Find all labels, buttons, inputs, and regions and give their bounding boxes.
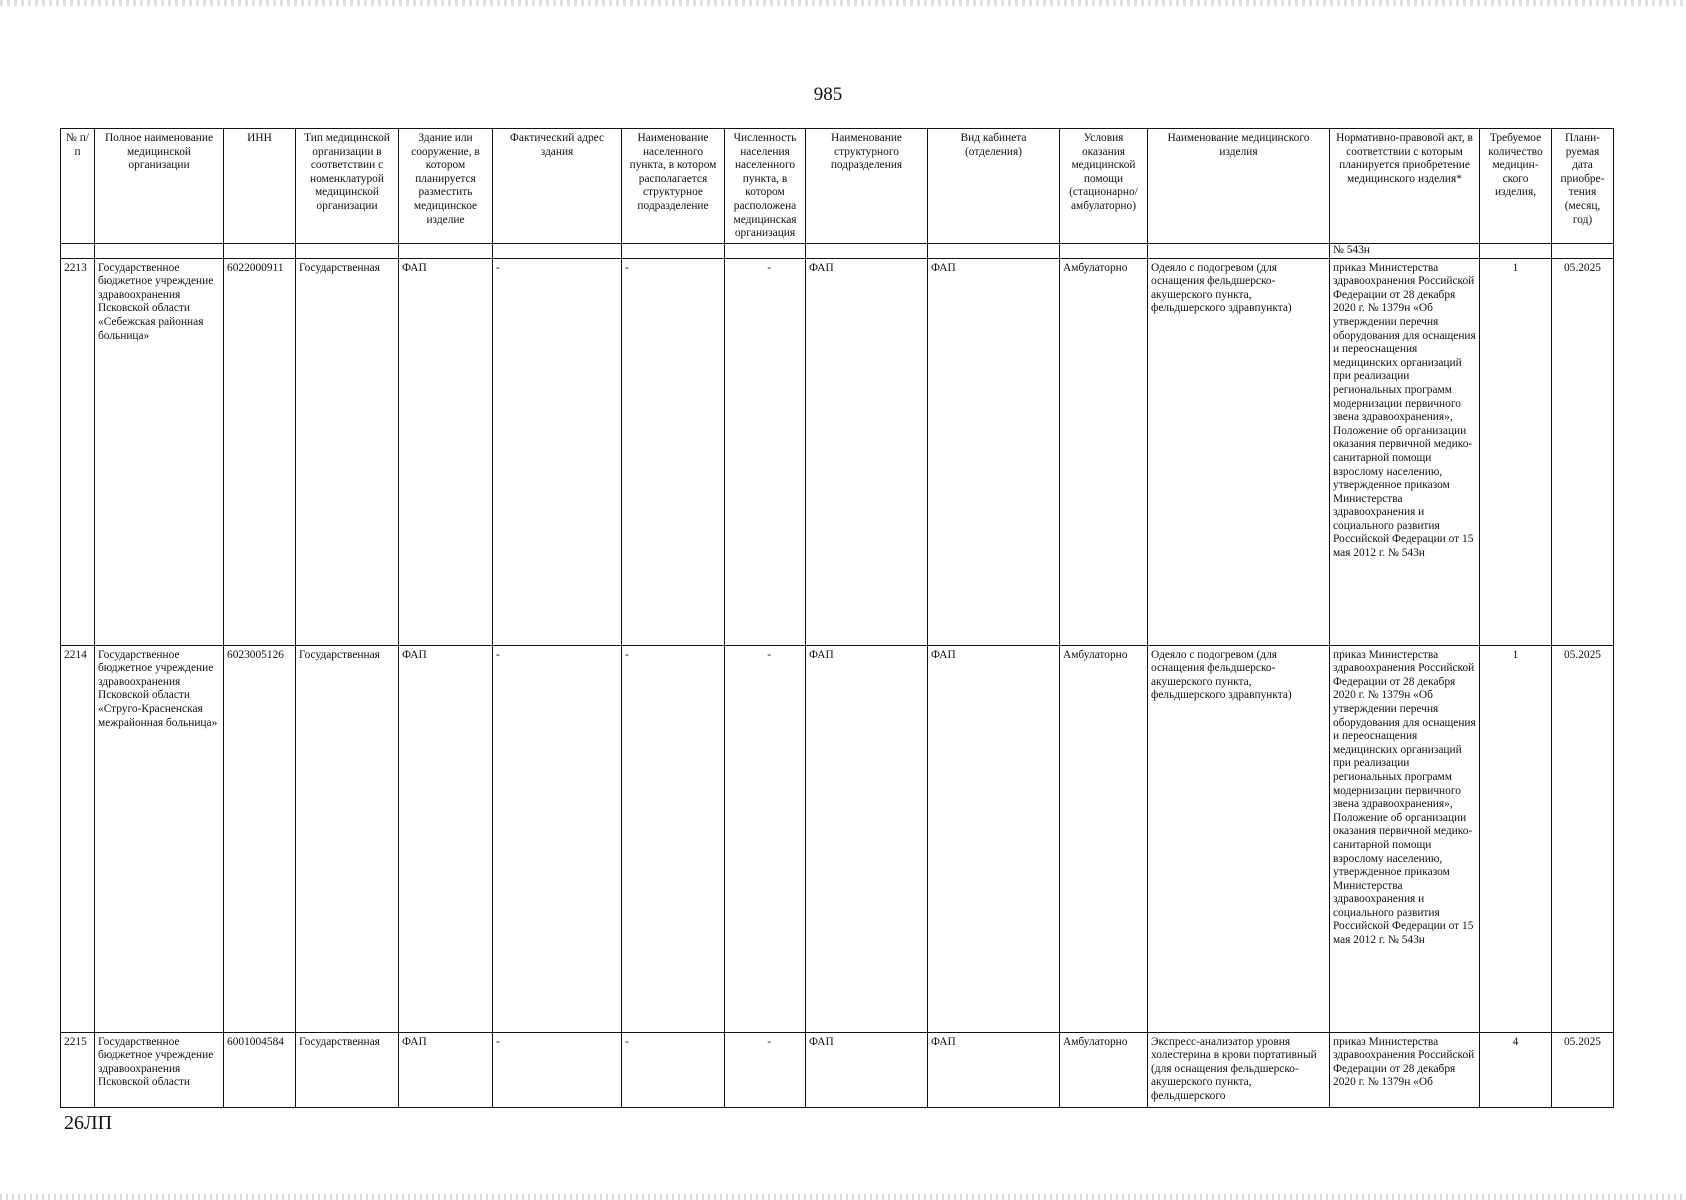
cell-cabinet: ФАП	[928, 645, 1060, 1032]
footer-code: 26ЛП	[64, 1112, 113, 1134]
header-address: Фактический адрес здания	[493, 129, 622, 244]
cell-conditions: Амбулаторно	[1060, 258, 1148, 645]
cell-device: Одеяло с подогревом (для оснащения фельдшерско-акушерского пункта, фельдшерского здравпункта)	[1148, 258, 1330, 645]
cell-date: 05.2025	[1552, 258, 1614, 645]
cell-org: Государственное бюджетное учреждение здравоохранения Псковской области «Себежская районная больница»	[95, 258, 224, 645]
header-building: Здание или сооружение, в котором планируется разместить медицинское изделие	[399, 129, 493, 244]
cell-type: Государственная	[296, 258, 399, 645]
cell-population: -	[725, 1032, 806, 1107]
header-locality: Наименование населенного пункта, в котором располагается структурное подразделение	[622, 129, 725, 244]
cell-address: -	[493, 1032, 622, 1107]
table-row	[61, 258, 1614, 645]
cell-locality: -	[622, 258, 725, 645]
header-date: Плани-руемая дата приобре-тения (месяц, год)	[1552, 129, 1614, 244]
header-device: Наименование медицинского изделия	[1148, 129, 1330, 244]
scan-edge-top	[0, 0, 1686, 6]
header-act: Нормативно-правовой акт, в соответствии с которым планируется приобретение медицинского изделия*	[1330, 129, 1480, 244]
cell-qty: 1	[1480, 645, 1552, 1032]
cell-type: Государственная	[296, 645, 399, 1032]
cell-inn: 6023005126	[224, 645, 296, 1032]
continuation-act: № 543н	[1330, 244, 1480, 259]
header-num: № п/п	[61, 129, 95, 244]
cell-locality: -	[622, 1032, 725, 1107]
cell-address: -	[493, 645, 622, 1032]
cell-num: 2215	[61, 1032, 95, 1107]
header-inn: ИНН	[224, 129, 296, 244]
cell-org: Государственное бюджетное учреждение здравоохранения Псковской области	[95, 1032, 224, 1107]
cell-act: приказ Министерства здравоохранения Российской Федерации от 28 декабря 2020 г. № 1379н «Об	[1330, 1032, 1480, 1107]
cell-conditions: Амбулаторно	[1060, 1032, 1148, 1107]
cell-num: 2213	[61, 258, 95, 645]
continuation-row	[61, 244, 1614, 259]
cell-inn: 6022000911	[224, 258, 296, 645]
header-population: Численность населения населенного пункта, в котором расположена медицинская организация	[725, 129, 806, 244]
cell-act: приказ Министерства здравоохранения Российской Федерации от 28 декабря 2020 г. № 1379н «Об утверждении перечня оборудования для оснащения и переоснащения медицинских организаций при реализации региональных программ модернизации первичного звена здравоохранения», Положение об организации оказания первичной медико-санитарной помощи взрослому населению, утвержденное приказом Министерства здравоохранения и социального развития Российской Федерации от 15 мая 2012 г. № 543н	[1330, 258, 1480, 645]
cell-org: Государственное бюджетное учреждение здравоохранения Псковской области «Струго-Красненская межрайонная больница»	[95, 645, 224, 1032]
cell-act: приказ Министерства здравоохранения Российской Федерации от 28 декабря 2020 г. № 1379н «Об утверждении перечня оборудования для оснащения и переоснащения медицинских организаций при реализации региональных программ модернизации первичного звена здравоохранения», Положение об организации оказания первичной медико-санитарной помощи взрослому населению, утвержденное приказом Министерства здравоохранения и социального развития Российской Федерации от 15 мая 2012 г. № 543н	[1330, 645, 1480, 1032]
cell-device: Одеяло с подогревом (для оснащения фельдшерско-акушерского пункта, фельдшерского здравпункта)	[1148, 645, 1330, 1032]
cell-locality: -	[622, 645, 725, 1032]
page-number: 985	[813, 84, 843, 105]
cell-population: -	[725, 258, 806, 645]
cell-type: Государственная	[296, 1032, 399, 1107]
header-type: Тип медицинской организации в соответствии с номенклатурой медицинской организации	[296, 129, 399, 244]
cell-cabinet: ФАП	[928, 1032, 1060, 1107]
cell-qty: 4	[1480, 1032, 1552, 1107]
cell-address: -	[493, 258, 622, 645]
cell-subdivision: ФАП	[806, 645, 928, 1032]
cell-conditions: Амбулаторно	[1060, 645, 1148, 1032]
cell-population: -	[725, 645, 806, 1032]
cell-subdivision: ФАП	[806, 258, 928, 645]
cell-inn: 6001004584	[224, 1032, 296, 1107]
cell-building: ФАП	[399, 258, 493, 645]
registry-table	[60, 128, 1614, 1108]
cell-subdivision: ФАП	[806, 1032, 928, 1107]
cell-building: ФАП	[399, 645, 493, 1032]
header-qty: Требуемое количество медицин-ского изделия,	[1480, 129, 1552, 244]
header-cabinet: Вид кабинета (отделения)	[928, 129, 1060, 244]
header-conditions: Условия оказания медицинской помощи (стационарно/ амбулаторно)	[1060, 129, 1148, 244]
table-row	[61, 1032, 1614, 1107]
header-row	[61, 129, 1614, 244]
scan-edge-bottom	[0, 1194, 1686, 1200]
cell-num: 2214	[61, 645, 95, 1032]
cell-cabinet: ФАП	[928, 258, 1060, 645]
cell-date: 05.2025	[1552, 645, 1614, 1032]
cell-qty: 1	[1480, 258, 1552, 645]
cell-date: 05.2025	[1552, 1032, 1614, 1107]
header-subdivision: Наименование структурного подразделения	[806, 129, 928, 244]
cell-building: ФАП	[399, 1032, 493, 1107]
header-org: Полное наименование медицинской организации	[95, 129, 224, 244]
cell-device: Экспресс-анализатор уровня холестерина в крови портативный (для оснащения фельдшерско-акушерского пункта, фельдшерского	[1148, 1032, 1330, 1107]
table-row	[61, 645, 1614, 1032]
